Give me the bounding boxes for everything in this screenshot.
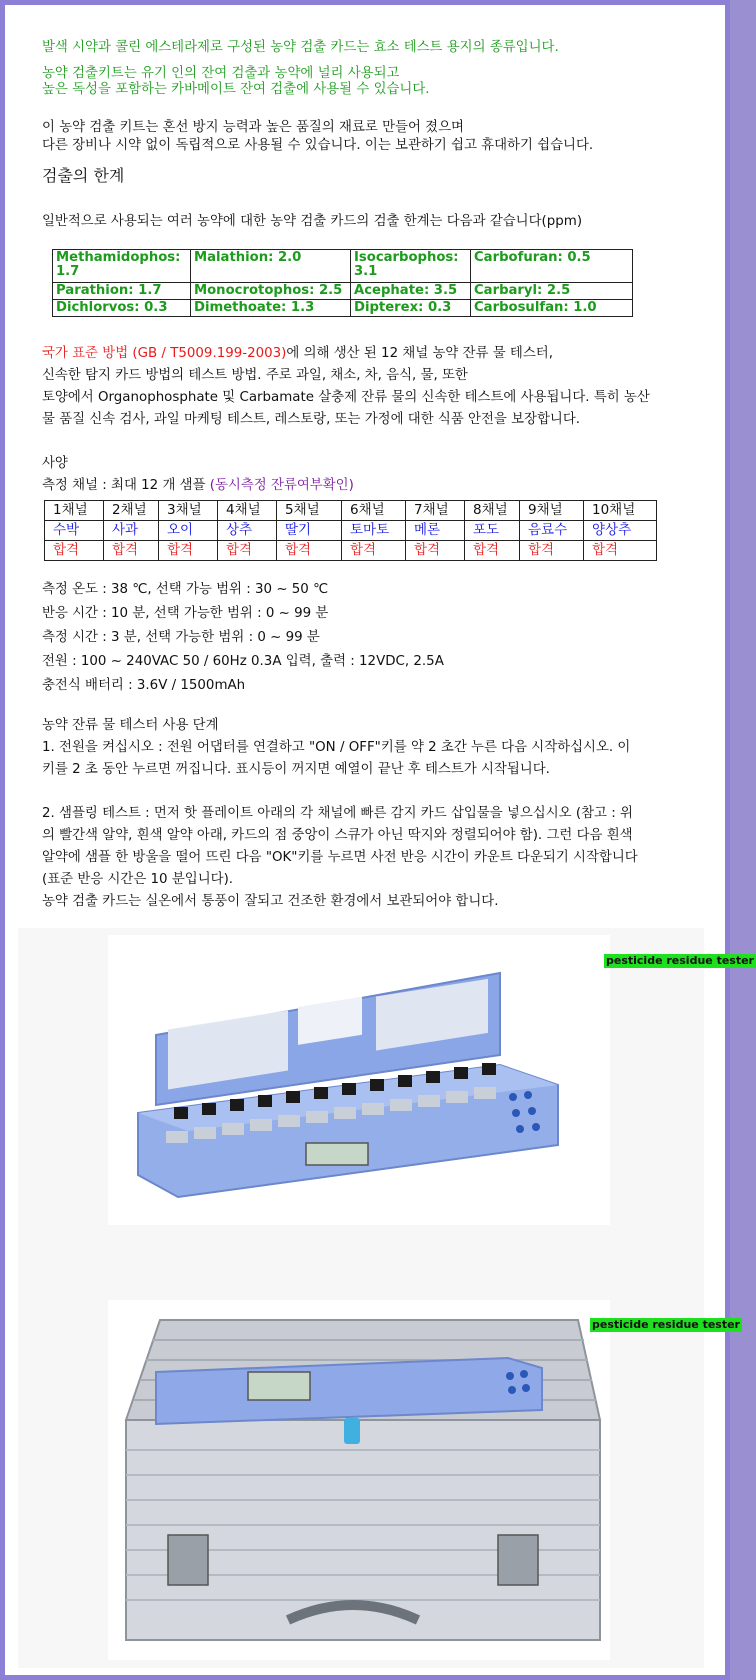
steps-heading: 농약 잔류 물 테스터 사용 단계 bbox=[42, 718, 219, 733]
intro-line-2: 농약 검출키트는 유기 인의 잔여 검출과 농약에 널리 사용되고 bbox=[42, 66, 400, 81]
sample-cell: 포도 bbox=[465, 521, 520, 541]
intro-line-3: 높은 독성을 포함하는 카바메이트 잔여 검출에 사용될 수 있습니다. bbox=[42, 82, 430, 97]
result-cell: 합격 bbox=[159, 541, 218, 561]
limit-cell: Monocrotophos: 2.5 bbox=[191, 283, 351, 300]
table-row bbox=[45, 501, 657, 521]
standard-reference: 국가 표준 방법 (GB / T5009.199-2003) bbox=[42, 346, 287, 361]
spec-channels-label: 측정 채널 : 최대 12 개 샘플 bbox=[42, 478, 210, 493]
step-2-line-c: 알약에 샘플 한 방울을 떨어 뜨린 다음 "OK"키를 누르면 사전 반응 시간이 카운트 다운되기 시작합니다 bbox=[42, 850, 638, 865]
limit-cell: Isocarbophos: 3.1 bbox=[351, 250, 471, 283]
result-cell: 합격 bbox=[520, 541, 584, 561]
channel-header: 9채널 bbox=[520, 501, 584, 521]
case-illustration bbox=[108, 1300, 610, 1660]
storage-warning: 농약 검출 카드는 실온에서 통풍이 잘되고 건조한 환경에서 보관되어야 합니다. bbox=[42, 894, 499, 909]
sample-cell: 양상추 bbox=[584, 521, 657, 541]
channel-header: 5채널 bbox=[277, 501, 342, 521]
device-illustration bbox=[108, 935, 610, 1225]
spec-reaction-time: 반응 시간 : 10 분, 선택 가능한 범위 : 0 ~ 99 분 bbox=[42, 606, 329, 621]
product-tag-1: pesticide residue tester bbox=[606, 954, 754, 967]
table-row bbox=[53, 283, 633, 300]
result-cell: 합격 bbox=[277, 541, 342, 561]
channel-result-table bbox=[44, 500, 657, 561]
result-cell: 합격 bbox=[465, 541, 520, 561]
spec-battery: 충전식 배터리 : 3.6V / 1500mAh bbox=[42, 678, 246, 693]
limits-heading: 검출의 한계 bbox=[42, 166, 125, 185]
spec-heading: 사양 bbox=[42, 456, 68, 471]
limit-cell: Parathion: 1.7 bbox=[53, 283, 191, 300]
channel-header: 4채널 bbox=[218, 501, 277, 521]
table-row bbox=[53, 250, 633, 283]
result-cell: 합격 bbox=[218, 541, 277, 561]
step-1-line-a: 1. 전원을 켜십시오 : 전원 어댑터를 연결하고 "ON / OFF"키를 약 2 초간 누른 다음 시작하십시오. 이 bbox=[42, 740, 631, 755]
step-2-line-a: 2. 샘플링 테스트 : 먼저 핫 플레이트 아래의 각 채널에 빠른 감지 카드 삽입물을 넣으십시오 (참고 : 위 bbox=[42, 806, 633, 821]
spec-power: 전원 : 100 ~ 240VAC 50 / 60Hz 0.3A 입력, 출력 : 12VDC, 2.5A bbox=[42, 654, 444, 669]
intro-line-4: 이 농약 검출 키트는 혼선 방지 능력과 높은 품질의 재료로 만들어 졌으며 bbox=[42, 120, 464, 135]
channel-header: 7채널 bbox=[406, 501, 465, 521]
limit-cell: Dichlorvos: 0.3 bbox=[53, 300, 191, 317]
standard-line-3: 토양에서 Organophosphate 및 Carbamate 살충제 잔류 물의 신속한 테스트에 사용됩니다. 특히 농산 bbox=[42, 390, 650, 405]
limit-cell: Carbosulfan: 1.0 bbox=[471, 300, 633, 317]
channel-header: 2채널 bbox=[104, 501, 159, 521]
table-row bbox=[45, 541, 657, 561]
spec-temperature: 측정 온도 : 38 ℃, 선택 가능 범위 : 30 ~ 50 ℃ bbox=[42, 582, 329, 597]
spec-channels bbox=[42, 476, 354, 495]
table-row bbox=[53, 300, 633, 317]
channel-header: 6채널 bbox=[342, 501, 406, 521]
result-cell: 합격 bbox=[584, 541, 657, 561]
sample-cell: 음료수 bbox=[520, 521, 584, 541]
limit-cell: Acephate: 3.5 bbox=[351, 283, 471, 300]
limit-cell: Carbaryl: 2.5 bbox=[471, 283, 633, 300]
sample-cell: 오이 bbox=[159, 521, 218, 541]
sample-cell: 딸기 bbox=[277, 521, 342, 541]
sample-cell: 수박 bbox=[45, 521, 104, 541]
result-cell: 합격 bbox=[406, 541, 465, 561]
channel-header: 10채널 bbox=[584, 501, 657, 521]
spec-channels-note: (동시측정 잔류여부확인) bbox=[209, 478, 354, 493]
step-2-line-d: (표준 반응 시간은 10 분입니다). bbox=[42, 872, 234, 887]
standard-line-2: 신속한 탐지 카드 방법의 테스트 방법. 주로 과일, 채소, 차, 음식, 물, 또한 bbox=[42, 368, 468, 383]
intro-line-5: 다른 장비나 시약 없이 독립적으로 사용될 수 있습니다. 이는 보관하기 쉽고 휴대하기 쉽습니다. bbox=[42, 138, 594, 153]
standard-line-1-rest: 에 의해 생산 된 12 채널 농약 잔류 물 테스터, bbox=[286, 346, 553, 361]
limit-cell: Malathion: 2.0 bbox=[191, 250, 351, 283]
table-row bbox=[45, 521, 657, 541]
result-cell: 합격 bbox=[342, 541, 406, 561]
standard-line-1 bbox=[42, 344, 553, 363]
limit-cell: Methamidophos: 1.7 bbox=[53, 250, 191, 283]
channel-header: 8채널 bbox=[465, 501, 520, 521]
step-2-line-b: 의 빨간색 알약, 흰색 알약 아래, 카드의 점 중앙이 스큐가 아닌 딱지와 정렬되어야 함). 그런 다음 흰색 bbox=[42, 828, 633, 843]
standard-line-4: 물 품질 신속 검사, 과일 마케팅 테스트, 레스토랑, 또는 가정에 대한 식품 안전을 보장합니다. bbox=[42, 412, 581, 427]
product-photo-device bbox=[108, 935, 610, 1225]
spec-measure-time: 측정 시간 : 3 분, 선택 가능한 범위 : 0 ~ 99 분 bbox=[42, 630, 320, 645]
detection-limit-table bbox=[52, 249, 633, 317]
sample-cell: 토마토 bbox=[342, 521, 406, 541]
product-photo-case bbox=[108, 1300, 610, 1660]
limits-description: 일반적으로 사용되는 여러 농약에 대한 농약 검출 카드의 검출 한계는 다음과 같습니다(ppm) bbox=[42, 214, 583, 229]
result-cell: 합격 bbox=[104, 541, 159, 561]
limit-cell: Dimethoate: 1.3 bbox=[191, 300, 351, 317]
limit-cell: Carbofuran: 0.5 bbox=[471, 250, 633, 283]
sample-cell: 상추 bbox=[218, 521, 277, 541]
product-tag-2: pesticide residue tester bbox=[592, 1318, 740, 1331]
limit-cell: Dipterex: 0.3 bbox=[351, 300, 471, 317]
result-cell: 합격 bbox=[45, 541, 104, 561]
step-1-line-b: 키를 2 초 동안 누르면 꺼집니다. 표시등이 꺼지면 예열이 끝난 후 테스트가 시작됩니다. bbox=[42, 762, 550, 777]
channel-header: 1채널 bbox=[45, 501, 104, 521]
sample-cell: 메론 bbox=[406, 521, 465, 541]
intro-line-1: 발색 시약과 콜린 에스테라제로 구성된 농약 검출 카드는 효소 테스트 용지의 종류입니다. bbox=[42, 40, 559, 55]
sample-cell: 사과 bbox=[104, 521, 159, 541]
channel-header: 3채널 bbox=[159, 501, 218, 521]
